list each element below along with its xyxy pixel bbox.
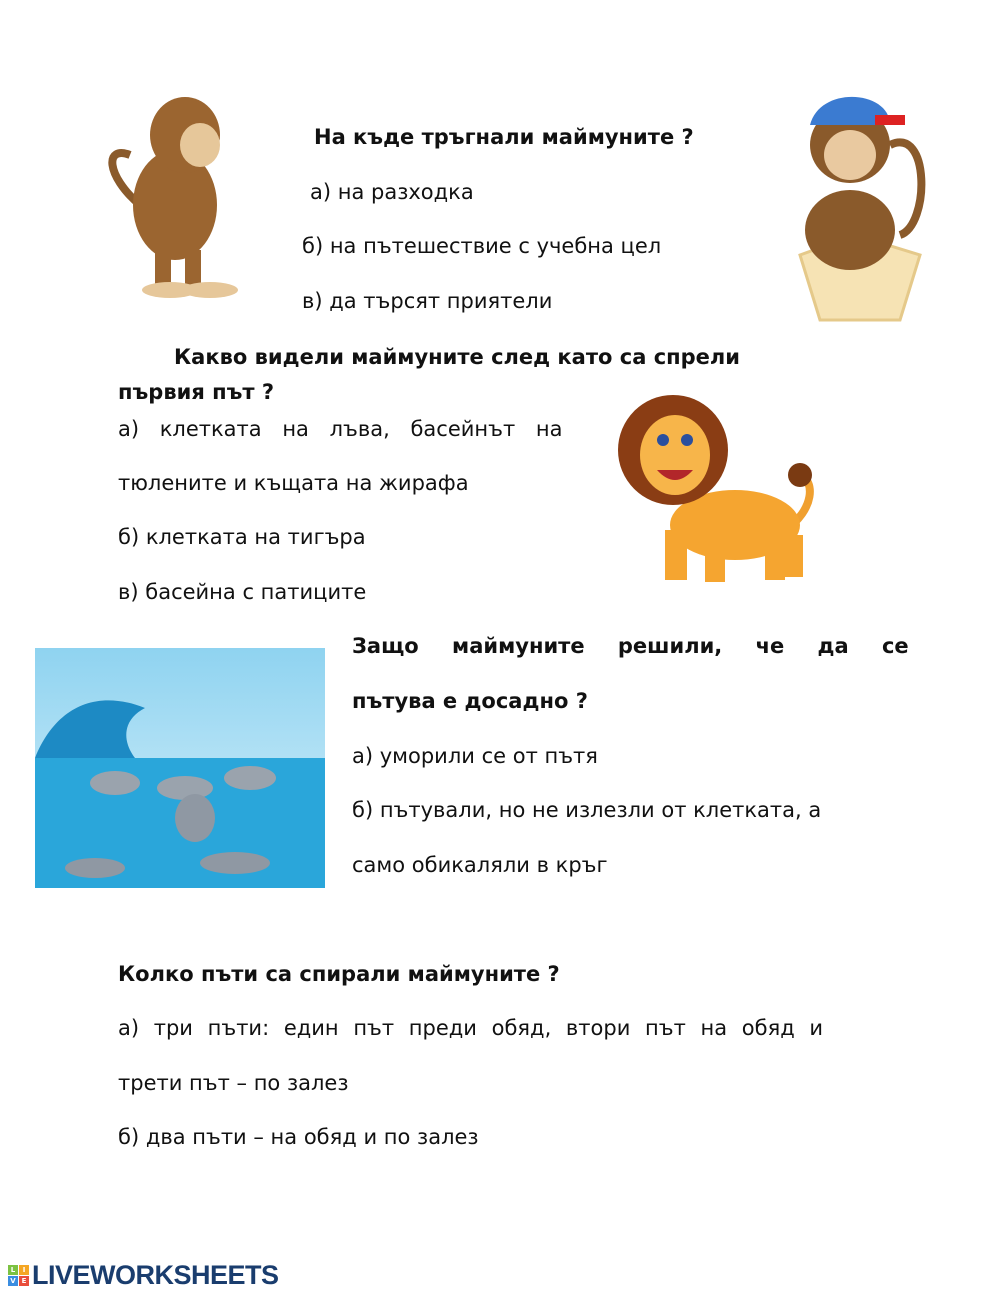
q2-question-line2: първия път ?	[118, 380, 275, 404]
q1-option-a[interactable]: а) на разходка	[310, 180, 474, 204]
q4-question: Колко пъти са спирали маймуните ?	[118, 962, 560, 986]
monkey-cap-on-star-image	[780, 85, 930, 325]
q3-question-line2: пътува е досадно ?	[352, 689, 588, 713]
logo-letter: L	[8, 1265, 18, 1275]
q2-option-a-cont[interactable]: тюлените и къщата на жирафа	[118, 471, 469, 495]
monkey-thinking-image	[100, 85, 250, 300]
seals-in-sea-image	[35, 648, 325, 888]
logo-letter: I	[19, 1265, 29, 1275]
q4-option-b[interactable]: б) два пъти – на обяд и по залез	[118, 1125, 479, 1149]
q2-option-a[interactable]: а) клетката на лъва, басейнът на	[118, 417, 563, 441]
q3-option-b-cont[interactable]: само обикаляли в кръг	[352, 853, 608, 877]
q2-option-b[interactable]: б) клетката на тигъра	[118, 525, 366, 549]
logo-squares-icon	[8, 1265, 29, 1286]
q2-option-c[interactable]: в) басейна с патиците	[118, 580, 367, 604]
q3-option-a[interactable]: а) уморили се от пътя	[352, 744, 598, 768]
q1-option-c[interactable]: в) да търсят приятели	[302, 289, 553, 313]
q1-question: На къде тръгнали маймуните ?	[314, 125, 694, 149]
q4-option-a-cont[interactable]: трети път – по залез	[118, 1071, 349, 1095]
q1-option-b[interactable]: б) на пътешествие с учебна цел	[302, 234, 662, 258]
q4-option-a[interactable]: а) три пъти: един път преди обяд, втори път на обяд и	[118, 1016, 824, 1040]
q2-question-text: Какво видели маймуните след като са спрели	[174, 345, 741, 369]
lion-image	[615, 390, 830, 590]
logo-text: LIVEWORKSHEETS	[32, 1260, 279, 1290]
q2-question-line1	[118, 343, 880, 371]
logo-letter: E	[19, 1276, 29, 1286]
q3-question-line1: Защо маймуните решили, че да се	[352, 634, 909, 658]
q3-option-b[interactable]: б) пътували, но не излезли от клетката, а	[352, 798, 822, 822]
logo-letter: V	[8, 1276, 18, 1286]
liveworksheets-logo	[8, 1260, 279, 1291]
